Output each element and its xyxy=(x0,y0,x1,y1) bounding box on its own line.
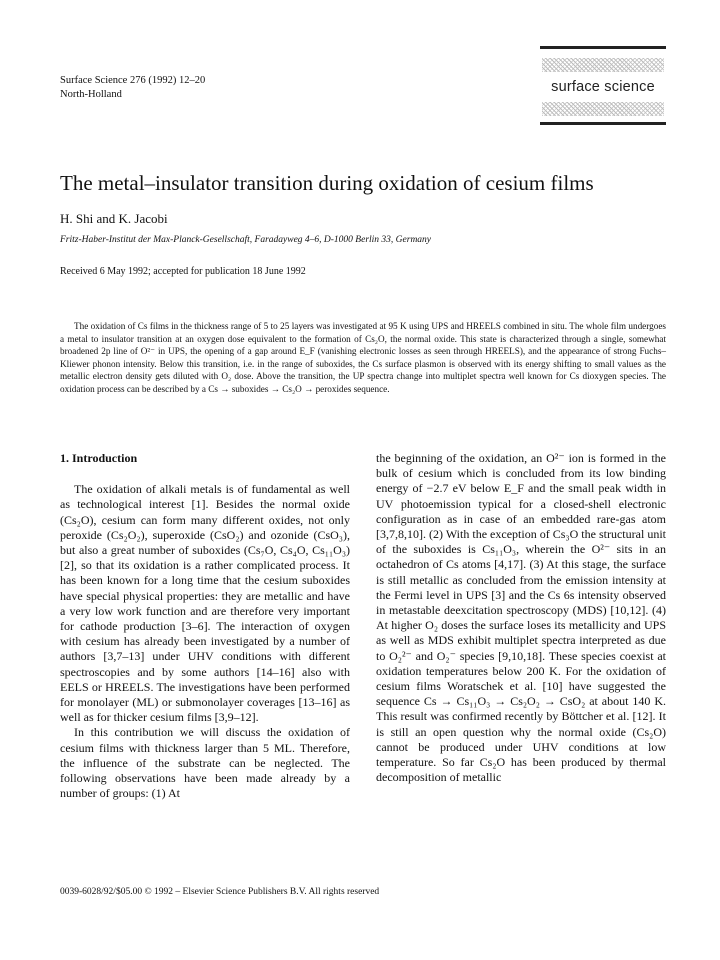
publisher: North-Holland xyxy=(60,89,122,100)
logo-rule xyxy=(540,122,666,125)
abstract: The oxidation of Cs films in the thickness range of 5 to 25 layers was investigated at 95 K using UPS and HREELS combined in situ. The whole film undergoes a metal to insulator transition at an oxygen dose equivalent to the formation of Cs₂O, the normal oxide. This state is characterized through a single, somewhat broadened 2p line of O²⁻ in UPS, the opening of a gap around E_F (vanishing electronic losses as seen through HREELS), and the appearance of strong Fuchs–Kliewer phonon intensity. Below this transition, i.e. in the range of suboxides, the Cs surface plasmon is observed with its energy shifting to small values as the metallic electron density gets diluted with O₂ dose. Above the transition, the UP spectra change into multiplet spectra well known for Cs dioxygen species. The oxidation process can be described by a Cs → suboxides → Cs₂O → peroxides sequence. xyxy=(60,321,666,394)
paragraph: In this contribution we will discuss the oxidation of cesium films with thickness larger than 5 ML. Therefore, the influence of the substrate can be neglected. The following observations have been made already by a number of groups: (1) At xyxy=(60,725,350,801)
section-heading: 1. Introduction xyxy=(60,451,138,465)
paragraph: the beginning of the oxidation, an O²⁻ ion is formed in the bulk of cesium which is concluded from its low binding energy of −2.7 eV below E_F and the small peak width in UV photoemission typical for a closed-shell electronic configuration as in case of an embedded rare-gas atom [3,7,8,10]. (2) With the exception of Cs₃O the structural unit of the suboxides is Cs₁₁O₃, wherein the O²⁻ sits in an octahedron of Cs atoms [4,17]. (3) At this stage, the surface is still metallic as concluded from the emission intensity at the Fermi level in UPS [3] and the Cs 6s intensity observed in metastable deexcitation spectroscopy (MDS) [10,12]. (4) At higher O₂ doses the surface loses its metallicity and UPS as well as MDS exhibit multiplet spectra interpreted as due to O₂²⁻ and O₂⁻ species [9,10,18]. These species coexist at oxidation temperatures below 200 K. For the oxidation of cesium films Woratschek et al. [10] have suggested the sequence Cs → Cs₁₁O₃ → Cs₂O₂ → CsO₂ at about 140 K. This result was confirmed recently by Böttcher et al. [12]. It is still an open question why the normal oxide (Cs₂O) cannot be produced under UHV conditions at low temperature. So far Cs₂O has been produced by thermal decomposition of metallic xyxy=(376,451,666,785)
logo-hatch xyxy=(542,102,664,116)
logo-text: surface science xyxy=(551,79,655,95)
right-column xyxy=(376,451,666,785)
paragraph: The oxidation of alkali metals is of fundamental as well as technological interest [1]. Besides the normal oxide (Cs₂O), cesium can form many different oxides, not only peroxide (Cs₂O₂), superoxide (CsO₂) and ozonide (CsO₃), but also a great number of suboxides (Cs₇O, Cs₄O, Cs₁₁O₃) [2], so that its oxidation is a rather complicated process. It has been known for a long time that the cesium suboxides have special physical properties: they are metallic and have a very low work function and are therefore very important for cathode production [3–6]. The interaction of oxygen with cesium has already been investigated by a number of authors [3,7–13] under UHV conditions with different spectroscopies and by some authors [14–16] also with EELS or HREELS. The investigations have been performed for monolayer (ML) or submonolayer coverages [13–16] as well as for thicker cesium films [3,9–12]. xyxy=(60,482,350,725)
logo-hatch xyxy=(542,58,664,72)
affiliation: Fritz-Haber-Institut der Max-Planck-Gesellschaft, Faradayweg 4–6, D-1000 Berlin 33, Germany xyxy=(60,235,432,245)
received-dates: Received 6 May 1992; accepted for publication 18 June 1992 xyxy=(60,266,306,277)
journal-citation: Surface Science 276 (1992) 12–20 xyxy=(60,75,206,86)
logo-rule xyxy=(540,46,666,49)
authors: H. Shi and K. Jacobi xyxy=(60,211,168,226)
paper-title: The metal–insulator transition during oxidation of cesium films xyxy=(60,171,594,195)
journal-citation-block xyxy=(60,74,205,102)
left-column xyxy=(60,451,350,801)
copyright-line: 0039-6028/92/$05.00 © 1992 – Elsevier Science Publishers B.V. All rights reserved xyxy=(60,887,380,897)
journal-logo xyxy=(540,46,666,132)
